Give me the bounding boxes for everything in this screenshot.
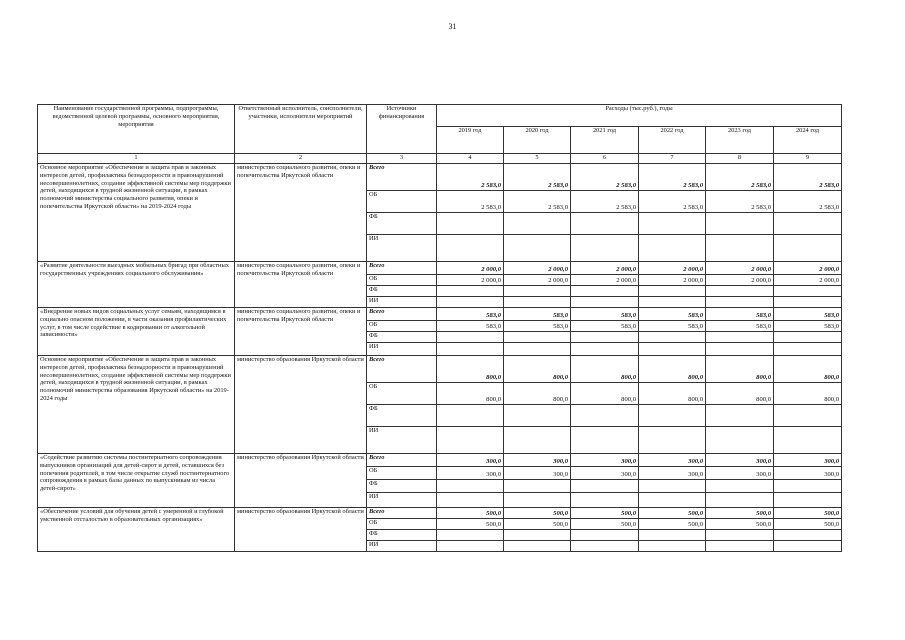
expense-value: 2 583,0 [437,191,504,213]
funding-source: ИИ [367,297,437,308]
expense-value [774,235,842,262]
header-year: 2021 год [571,127,639,154]
expense-value: 2 000,0 [706,262,774,275]
expense-value: 300,0 [774,467,842,480]
expense-value [437,343,504,356]
expense-value: 583,0 [504,308,571,321]
funding-source: Всего [367,454,437,467]
expense-value: 2 583,0 [774,164,842,191]
expense-value [437,530,504,541]
funding-source: ИИ [367,427,437,454]
expense-value [706,332,774,343]
expense-value: 2 583,0 [504,191,571,213]
funding-source: Всего [367,308,437,321]
expense-value [639,213,706,235]
expense-value: 583,0 [774,308,842,321]
expense-value: 583,0 [504,321,571,332]
expense-value: 300,0 [504,467,571,480]
expense-value: 800,0 [571,383,639,405]
expense-value: 800,0 [639,356,706,383]
header-year: 2023 год [706,127,774,154]
expense-value: 2 000,0 [639,275,706,286]
expense-value: 2 000,0 [504,275,571,286]
expense-value [639,235,706,262]
expense-value: 2 000,0 [571,262,639,275]
expense-value [571,235,639,262]
expense-value: 500,0 [571,508,639,519]
expense-value: 2 000,0 [639,262,706,275]
expense-value [437,493,504,508]
expense-value: 2 000,0 [504,262,571,275]
expense-value: 300,0 [571,454,639,467]
expense-value: 2 583,0 [504,164,571,191]
expense-value [504,427,571,454]
expense-value: 2 583,0 [774,191,842,213]
expense-value: 500,0 [639,508,706,519]
expense-value [571,213,639,235]
expense-value [706,343,774,356]
expense-value [774,530,842,541]
funding-source: ИИ [367,493,437,508]
funding-source: ОБ [367,321,437,332]
measure-name: Основное мероприятие «Обеспечение и защита прав и законных интересов детей, профилактика безнадзорности и правонарушений несовершеннолетних, создание эффективной системы мер поддержки детей, находящихся в трудной жизненной ситуации, в рамках полномочий министерства образования Иркутской области» на 2019-2024 годы [38,356,235,454]
expense-value: 300,0 [639,454,706,467]
expense-value [639,332,706,343]
expense-value: 583,0 [639,308,706,321]
expense-value: 2 000,0 [706,275,774,286]
expense-value: 583,0 [706,321,774,332]
expense-value: 2 583,0 [706,164,774,191]
expense-value: 300,0 [437,467,504,480]
expense-value [706,286,774,297]
expense-value: 500,0 [504,519,571,530]
header-expenses: Расходы (тыс.руб.), годы [437,105,842,127]
expense-value [639,530,706,541]
expense-value [706,235,774,262]
expense-value [504,493,571,508]
expense-value [639,343,706,356]
funding-source: ИИ [367,235,437,262]
expense-value [504,530,571,541]
responsible-executor: министерство образования Иркутской области [235,454,367,508]
expense-value [774,541,842,552]
expense-value: 500,0 [706,508,774,519]
expense-value: 500,0 [437,508,504,519]
expense-value [774,405,842,427]
expense-value: 2 000,0 [571,275,639,286]
expense-value [504,286,571,297]
column-number: 5 [504,154,571,164]
expense-value: 583,0 [706,308,774,321]
expense-value [571,297,639,308]
expense-value [504,405,571,427]
responsible-executor: министерство социального развития, опеки и попечительства Иркутской области [235,164,367,262]
funding-source: Всего [367,164,437,191]
expense-value [706,297,774,308]
funding-source: ФБ [367,405,437,427]
measure-name: «Содействие развитию системы постинтернатного сопровождения выпускников организаций для детей-сирот и детей, оставшихся без попечения родителей, в том числе открытие служб постинтернатного сопровождения в рамках базы данных по выпускникам из числа детей-сирот» [38,454,235,508]
expense-value: 300,0 [437,454,504,467]
expense-value [706,530,774,541]
expense-value: 800,0 [504,383,571,405]
expense-value: 800,0 [571,356,639,383]
expense-value: 500,0 [706,519,774,530]
expense-value [504,343,571,356]
expense-value: 2 000,0 [437,262,504,275]
expense-value: 2 583,0 [571,191,639,213]
expense-value: 800,0 [504,356,571,383]
expense-value [774,480,842,493]
responsible-executor: министерство социального развития, опеки и попечительства Иркутской области [235,262,367,308]
header-source-column: Источники финансирования [367,105,437,154]
expense-value [504,480,571,493]
funding-source: ФБ [367,332,437,343]
expense-value [571,343,639,356]
funding-source: ОБ [367,519,437,530]
expense-value: 800,0 [437,383,504,405]
expense-value: 800,0 [706,383,774,405]
expense-value [774,427,842,454]
expense-value [571,493,639,508]
funding-source: Всего [367,508,437,519]
expense-value [571,530,639,541]
funding-source: ИИ [367,343,437,356]
expense-value [706,213,774,235]
funding-source: ОБ [367,467,437,480]
funding-source: ОБ [367,191,437,213]
header-year: 2022 год [639,127,706,154]
expense-value: 300,0 [504,454,571,467]
header-name-column: Наименование государственной программы, подпрограммы, ведомственной целевой программы, основного мероприятия, мероприятия [38,105,235,154]
expense-value [437,480,504,493]
expense-value [571,541,639,552]
expense-value [437,235,504,262]
expense-value [504,213,571,235]
expense-value [639,405,706,427]
expense-value: 500,0 [774,519,842,530]
expense-value: 800,0 [639,383,706,405]
expense-value: 300,0 [571,467,639,480]
expense-value: 500,0 [504,508,571,519]
expense-value [774,332,842,343]
expense-value [639,427,706,454]
budget-table [37,104,842,552]
expense-value: 800,0 [706,356,774,383]
header-responsible-column: Ответственный исполнитель, соисполнители, участники, исполнители мероприятий [235,105,367,154]
expense-value [437,213,504,235]
expense-value: 583,0 [639,321,706,332]
column-number: 8 [706,154,774,164]
expense-value [639,297,706,308]
expense-value [571,405,639,427]
table-row [38,308,842,321]
table-row [38,508,842,519]
expense-value: 2 583,0 [571,164,639,191]
expense-value: 500,0 [571,519,639,530]
expense-value [639,480,706,493]
expense-value: 583,0 [571,308,639,321]
expense-value: 800,0 [437,356,504,383]
expense-value: 500,0 [774,508,842,519]
expense-value [774,343,842,356]
table-row [38,262,842,275]
header-year: 2019 год [437,127,504,154]
expense-value [437,332,504,343]
column-number: 9 [774,154,842,164]
expense-value: 2 583,0 [437,164,504,191]
expense-value [706,480,774,493]
funding-source: ФБ [367,480,437,493]
column-number: 7 [639,154,706,164]
expense-value: 583,0 [774,321,842,332]
measure-name: «Развитие деятельности выездных мобильных бригад при областных государственных учреждениях социального обслуживания» [38,262,235,308]
page-number: 31 [448,22,457,31]
expense-value [706,427,774,454]
responsible-executor: министерство образования Иркутской области [235,356,367,454]
expense-value [504,541,571,552]
column-number: 3 [367,154,437,164]
column-number: 4 [437,154,504,164]
expense-value: 800,0 [774,356,842,383]
expense-value [571,427,639,454]
funding-source: ОБ [367,383,437,405]
expense-value: 583,0 [571,321,639,332]
expense-value [706,405,774,427]
funding-source: ФБ [367,286,437,297]
expense-value: 2 000,0 [774,275,842,286]
expense-value: 583,0 [437,308,504,321]
expense-value: 800,0 [774,383,842,405]
expense-value: 300,0 [706,454,774,467]
expense-value [774,297,842,308]
expense-value [774,493,842,508]
header-year: 2020 год [504,127,571,154]
expense-value [774,213,842,235]
expense-value: 300,0 [639,467,706,480]
expense-value: 2 000,0 [774,262,842,275]
expense-value [437,427,504,454]
expense-value [706,541,774,552]
expense-value: 300,0 [706,467,774,480]
expense-value [571,480,639,493]
column-number: 6 [571,154,639,164]
expense-value [639,286,706,297]
header-year: 2024 год [774,127,842,154]
expense-value: 583,0 [437,321,504,332]
expense-value: 2 583,0 [706,191,774,213]
table-row [38,356,842,383]
expense-value [571,286,639,297]
expense-value [571,332,639,343]
expense-value [639,493,706,508]
expense-value: 2 000,0 [437,275,504,286]
expense-value: 500,0 [639,519,706,530]
expense-value [437,286,504,297]
funding-source: Всего [367,262,437,275]
expense-value [437,405,504,427]
expense-value [706,493,774,508]
table-row [38,454,842,467]
measure-name: «Внедрение новых видов социальных услуг семьям, находящимся в социально опасном положении, в части оказания профилактических услуг, в том числе содействие в кодировании от алкогольной зависимости» [38,308,235,356]
funding-source: ФБ [367,530,437,541]
funding-source: Всего [367,356,437,383]
expense-value [437,541,504,552]
expense-value: 2 583,0 [639,164,706,191]
table-row [38,164,842,191]
expense-value: 2 583,0 [639,191,706,213]
responsible-executor: министерство образования Иркутской области [235,508,367,552]
measure-name: «Обеспечение условий для обучения детей с умеренной и глубокой умственной отсталостью в образовательных организациях» [38,508,235,552]
column-number: 1 [38,154,235,164]
responsible-executor: министерство социального развития, опеки и попечительства Иркутской области [235,308,367,356]
funding-source: ИИ [367,541,437,552]
column-number: 2 [235,154,367,164]
funding-source: ОБ [367,275,437,286]
expense-value [437,297,504,308]
expense-value [504,235,571,262]
measure-name: Основное мероприятие «Обеспечение и защита прав и законных интересов детей, профилактика безнадзорности и правонарушений несовершеннолетних, создание эффективной системы мер поддержки детей, находящихся в трудной жизненной ситуации, в рамках полномочий министерства социального развития, опеки и попечительства Иркутской области» на 2019-2024 годы [38,164,235,262]
funding-source: ФБ [367,213,437,235]
expense-value [504,297,571,308]
expense-value [774,286,842,297]
expense-value: 500,0 [437,519,504,530]
expense-value: 300,0 [774,454,842,467]
expense-value [504,332,571,343]
expense-value [639,541,706,552]
